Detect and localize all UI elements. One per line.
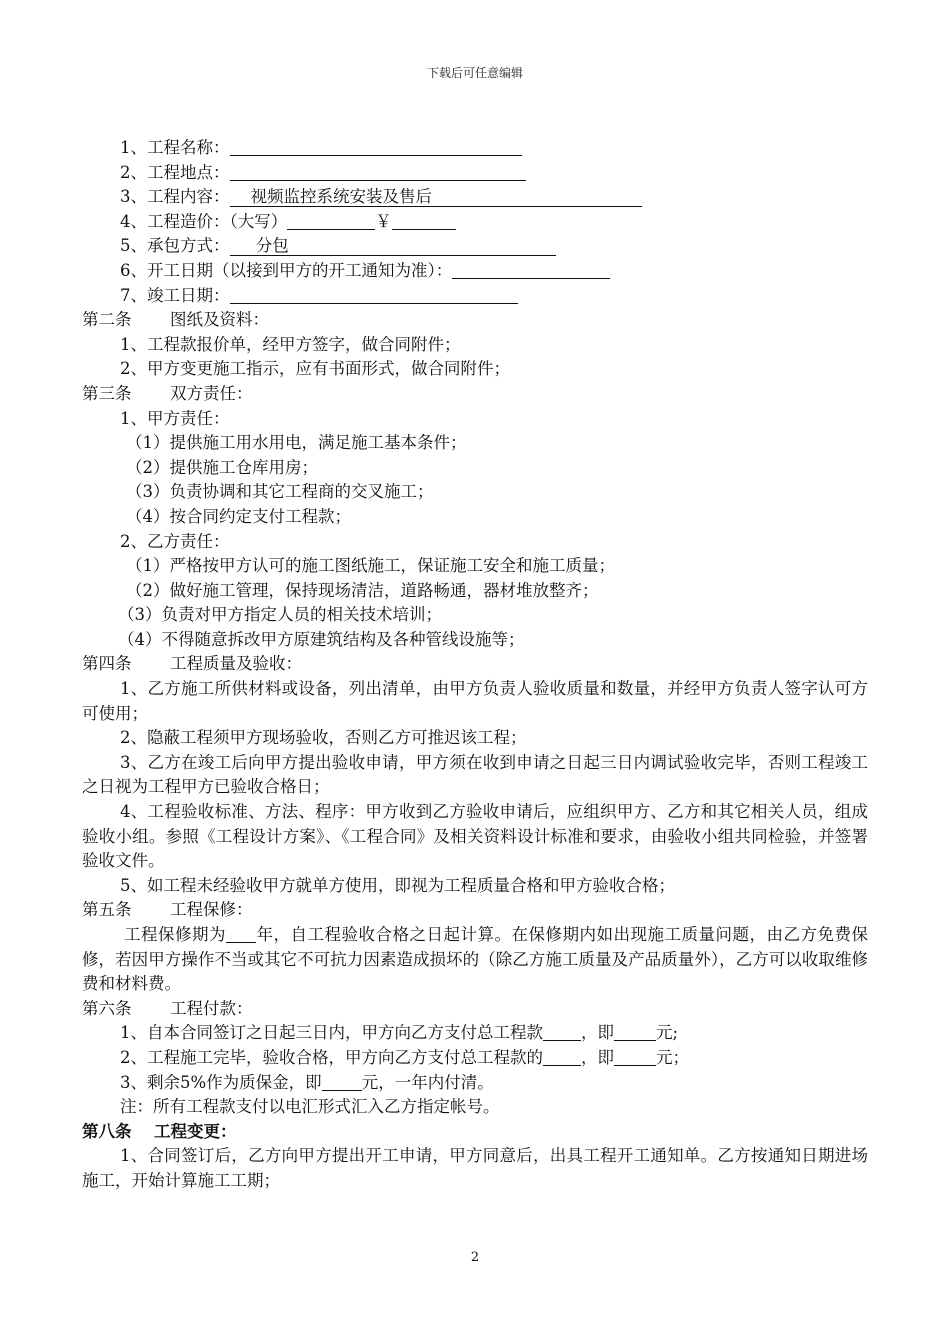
party-a-item: （4）按合同约定支付工程款； <box>126 506 351 526</box>
clause-4-paragraph: 2、隐蔽工程须甲方现场验收，否则乙方可推迟该工程； <box>120 728 527 748</box>
warranty-years-blank[interactable] <box>226 924 256 943</box>
document-body <box>82 136 868 1194</box>
page-header: 下载后可任意编辑 <box>426 66 523 80</box>
clause-2-item: 1、工程款报价单，经甲方签字，做合同附件； <box>120 334 461 354</box>
clause-5-heading: 第五条 工程保修： <box>82 900 253 920</box>
party-a-label: 1、甲方责任： <box>120 408 230 428</box>
payment-line-2: 2、工程施工完毕，验收合格，甲方向乙方支付总工程款的 ，即 元； <box>120 1047 689 1067</box>
payment-2-amount-blank[interactable] <box>614 1047 656 1066</box>
project-content-field[interactable]: 视频监控系统安装及售后 <box>230 188 642 207</box>
clause-6-heading: 第六条 工程付款： <box>82 998 253 1018</box>
contract-mode-line: 5、承包方式： 分包 <box>82 234 868 259</box>
finish-date-blank[interactable] <box>230 285 518 304</box>
cost-amount-blank[interactable] <box>392 211 456 230</box>
contract-mode-field[interactable]: 分包 <box>230 237 556 256</box>
page-number: 2 <box>470 1250 480 1265</box>
clause-2-item: 2、甲方变更施工指示，应有书面形式，做合同附件； <box>120 359 510 379</box>
project-site-line: 2、工程地点： <box>82 161 868 186</box>
clause-4-paragraph: 5、如工程未经验收甲方就单方使用，即视为工程质量合格和甲方验收合格； <box>120 875 675 895</box>
party-a-item: （3）负责协调和其它工程商的交叉施工； <box>126 482 434 502</box>
clause-8-heading: 第八条 工程变更： <box>82 1121 237 1141</box>
party-b-label: 2、乙方责任： <box>120 531 230 551</box>
project-cost-line: 4、工程造价：（大写） ￥ <box>82 210 868 235</box>
clause-8-paragraph: 1、合同签订后，乙方向甲方提出开工申请，甲方同意后，出具工程开工通知单。乙方按通知日期进场施工，开始计算施工工期； <box>82 1146 868 1190</box>
party-a-item: （1）提供施工用水用电，满足施工基本条件； <box>126 433 467 453</box>
payment-1-amount-blank[interactable] <box>614 1022 656 1041</box>
clause-2-heading: 第二条 图纸及资料： <box>82 310 269 330</box>
payment-1-percent-blank[interactable] <box>543 1022 581 1041</box>
payment-note: 注：所有工程款支付以电汇形式汇入乙方指定帐号。 <box>120 1097 500 1117</box>
party-b-item: （2）做好施工管理，保持现场清洁，道路畅通，器材堆放整齐； <box>126 580 599 600</box>
retention-amount-blank[interactable] <box>322 1072 362 1091</box>
clause-4-paragraph: 4、工程验收标准、方法、程序：甲方收到乙方验收申请后，应组织甲方、乙方和其它相关人员，组成验收小组。参照《工程设计方案》、《工程合同》及相关资料设计标准和要求，由验收小组共同检验，并签署验收文件。 <box>82 802 868 871</box>
clause-4-paragraph: 3、乙方在竣工后向甲方提出验收申请，甲方须在收到申请之日起三日内调试验收完毕，否则工程竣工之日视为工程甲方已验收合格日； <box>82 752 868 797</box>
party-b-item: （3）负责对甲方指定人员的相关技术培训； <box>118 605 442 625</box>
warranty-paragraph: 工程保修期为 年，自工程验收合格之日起计算。在保修期内如出现施工质量问题，由乙方免费保修，若因甲方操作不当或其它不可抗力因素造成损坏的（除乙方施工质量及产品质量外），乙方可以收取维修费和材料费。 <box>82 925 868 994</box>
project-site-blank[interactable] <box>230 162 526 181</box>
payment-2-percent-blank[interactable] <box>543 1047 581 1066</box>
project-name-blank[interactable] <box>230 137 522 156</box>
finish-date-line: 7、竣工日期： <box>82 284 868 309</box>
project-content-line: 3、工程内容： 视频监控系统安装及售后 <box>82 185 868 210</box>
start-date-line: 6、开工日期（以接到甲方的开工通知为准）： <box>82 259 868 284</box>
party-a-item: （2）提供施工仓库用房； <box>126 457 318 477</box>
party-b-item: （1）严格按甲方认可的施工图纸施工，保证施工安全和施工质量； <box>126 556 615 576</box>
clause-4-paragraph: 1、乙方施工所供材料或设备，列出清单，由甲方负责人验收质量和数量，并经甲方负责人签字认可方可使用； <box>82 679 868 723</box>
clause-3-heading: 第三条 双方责任： <box>82 383 253 403</box>
start-date-blank[interactable] <box>452 260 610 279</box>
party-b-item: （4）不得随意拆改甲方原建筑结构及各种管线设施等； <box>118 629 525 649</box>
project-name-line: 1、工程名称： <box>82 136 868 161</box>
clause-4-heading: 第四条 工程质量及验收： <box>82 654 302 674</box>
payment-line-3: 3、剩余5%作为质保金，即 元，一年内付清。 <box>120 1072 494 1092</box>
cost-words-blank[interactable] <box>287 211 375 230</box>
payment-line-1: 1、自本合同签订之日起三日内，甲方向乙方支付总工程款 ，即 元; <box>120 1023 679 1043</box>
